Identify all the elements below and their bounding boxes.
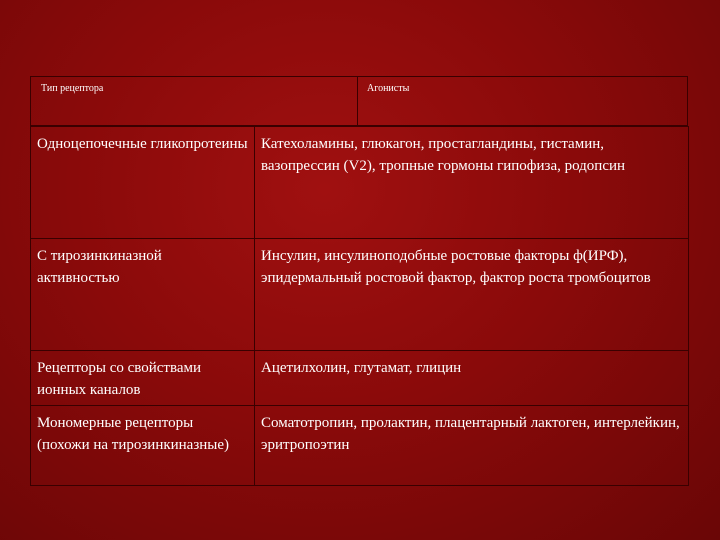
agonists-cell: Ацетилхолин, глутамат, глицин (255, 351, 689, 406)
table-row (31, 127, 689, 239)
table-row (31, 239, 689, 351)
header-agonists: Агонисты (367, 83, 410, 94)
table-row (31, 406, 689, 486)
receptor-table (30, 126, 689, 486)
header-divider (357, 77, 358, 125)
table-row (31, 351, 689, 406)
receptor-type-cell: Рецепторы со свойствами ионных каналов (31, 351, 255, 406)
receptor-type-cell: Одноцепочечные гликопротеины (31, 127, 255, 239)
header-receptor-type: Тип рецептора (41, 83, 104, 94)
agonists-cell: Катехоламины, глюкагон, простагландины, гистамин, вазопрессин (V2), тропные гормоны гипофиза, родопсин (255, 127, 689, 239)
table-header (30, 76, 688, 126)
receptor-type-cell: С тирозинкиназной активностью (31, 239, 255, 351)
agonists-cell: Инсулин, инсулиноподобные ростовые факторы ф(ИРФ), эпидермальный ростовой фактор, фактор роста тромбоцитов (255, 239, 689, 351)
receptor-type-cell: Мономерные рецепторы (похожи на тирозинкиназные) (31, 406, 255, 486)
agonists-cell: Соматотропин, пролактин, плацентарный лактоген, интерлейкин, эритропоэтин (255, 406, 689, 486)
